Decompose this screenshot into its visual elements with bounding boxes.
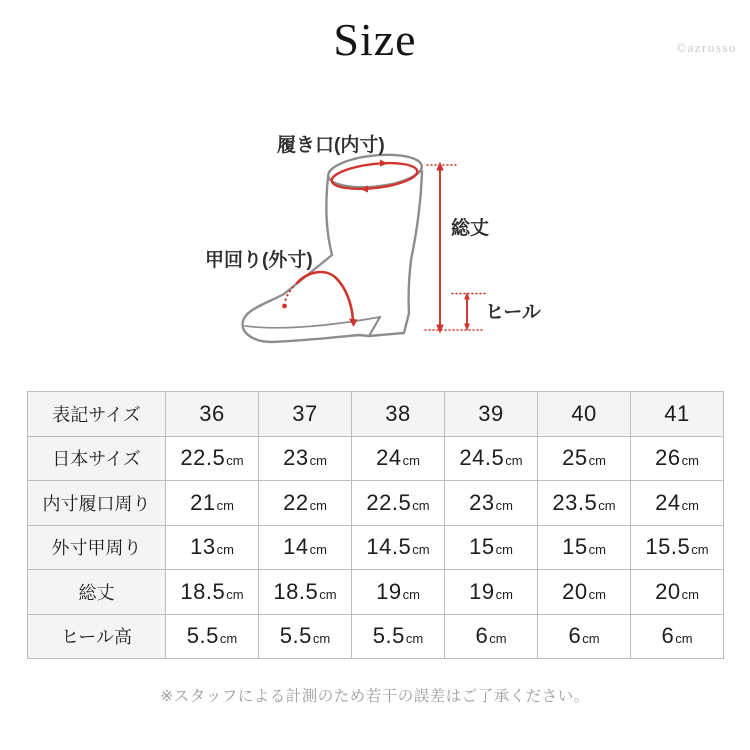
measurement-cell: 18.5cm <box>166 570 259 615</box>
total-length-label: 総丈 <box>451 218 490 239</box>
measurement-cell: 24cm <box>352 436 445 481</box>
measurement-cell: 26cm <box>631 436 724 481</box>
table-row <box>28 436 724 481</box>
measurement-cell: 15.5cm <box>631 525 724 570</box>
watermark: ©azrosso <box>676 40 737 55</box>
measurement-cell: 20cm <box>631 570 724 615</box>
size-header-cell: 38 <box>352 392 445 437</box>
measurement-cell: 15cm <box>538 525 631 570</box>
row-label: 総丈 <box>28 570 166 615</box>
measurement-cell: 5.5cm <box>166 614 259 659</box>
size-header-cell: 36 <box>166 392 259 437</box>
measurement-cell: 22.5cm <box>166 436 259 481</box>
measurement-cell: 21cm <box>166 481 259 526</box>
measurement-cell: 6cm <box>631 614 724 659</box>
size-table <box>27 391 724 659</box>
row-label: 日本サイズ <box>28 436 166 481</box>
heel-label: ヒール <box>485 302 541 323</box>
measurement-cell: 23cm <box>259 436 352 481</box>
measurement-cell: 23cm <box>445 481 538 526</box>
size-header-cell: 40 <box>538 392 631 437</box>
table-row <box>28 392 724 437</box>
measurement-cell: 18.5cm <box>259 570 352 615</box>
row-label: 表記サイズ <box>28 392 166 437</box>
measurement-cell: 6cm <box>445 614 538 659</box>
measurement-cell: 23.5cm <box>538 481 631 526</box>
size-header-cell: 37 <box>259 392 352 437</box>
measurement-cell: 24cm <box>631 481 724 526</box>
opening-label: 履き口(内寸) <box>277 135 385 156</box>
measurement-cell: 22.5cm <box>352 481 445 526</box>
table-row <box>28 614 724 659</box>
heel-height-dimension <box>452 292 485 331</box>
measurement-cell: 14.5cm <box>352 525 445 570</box>
measurement-cell: 14cm <box>259 525 352 570</box>
table-row <box>28 570 724 615</box>
row-label: 内寸履口周り <box>28 481 166 526</box>
size-header-cell: 41 <box>631 392 724 437</box>
boot-measurement-diagram <box>185 125 575 375</box>
row-label: ヒール高 <box>28 614 166 659</box>
measurement-cell: 15cm <box>445 525 538 570</box>
page-title: Size <box>333 14 417 65</box>
measurement-cell: 20cm <box>538 570 631 615</box>
size-header-cell: 39 <box>445 392 538 437</box>
instep-label: 甲回り(外寸) <box>205 250 313 271</box>
measurement-cell: 19cm <box>445 570 538 615</box>
measurement-cell: 5.5cm <box>259 614 352 659</box>
measurement-disclaimer: ※スタッフによる計測のため若干の誤差はご了承ください。 <box>160 688 590 705</box>
measurement-cell: 25cm <box>538 436 631 481</box>
measurement-cell: 24.5cm <box>445 436 538 481</box>
size-table-body <box>28 392 724 659</box>
measurement-cell: 13cm <box>166 525 259 570</box>
measurement-cell: 19cm <box>352 570 445 615</box>
table-row <box>28 525 724 570</box>
total-length-dimension <box>425 162 485 334</box>
table-row <box>28 481 724 526</box>
row-label: 外寸甲周り <box>28 525 166 570</box>
measurement-cell: 5.5cm <box>352 614 445 659</box>
measurement-cell: 22cm <box>259 481 352 526</box>
measurement-cell: 6cm <box>538 614 631 659</box>
